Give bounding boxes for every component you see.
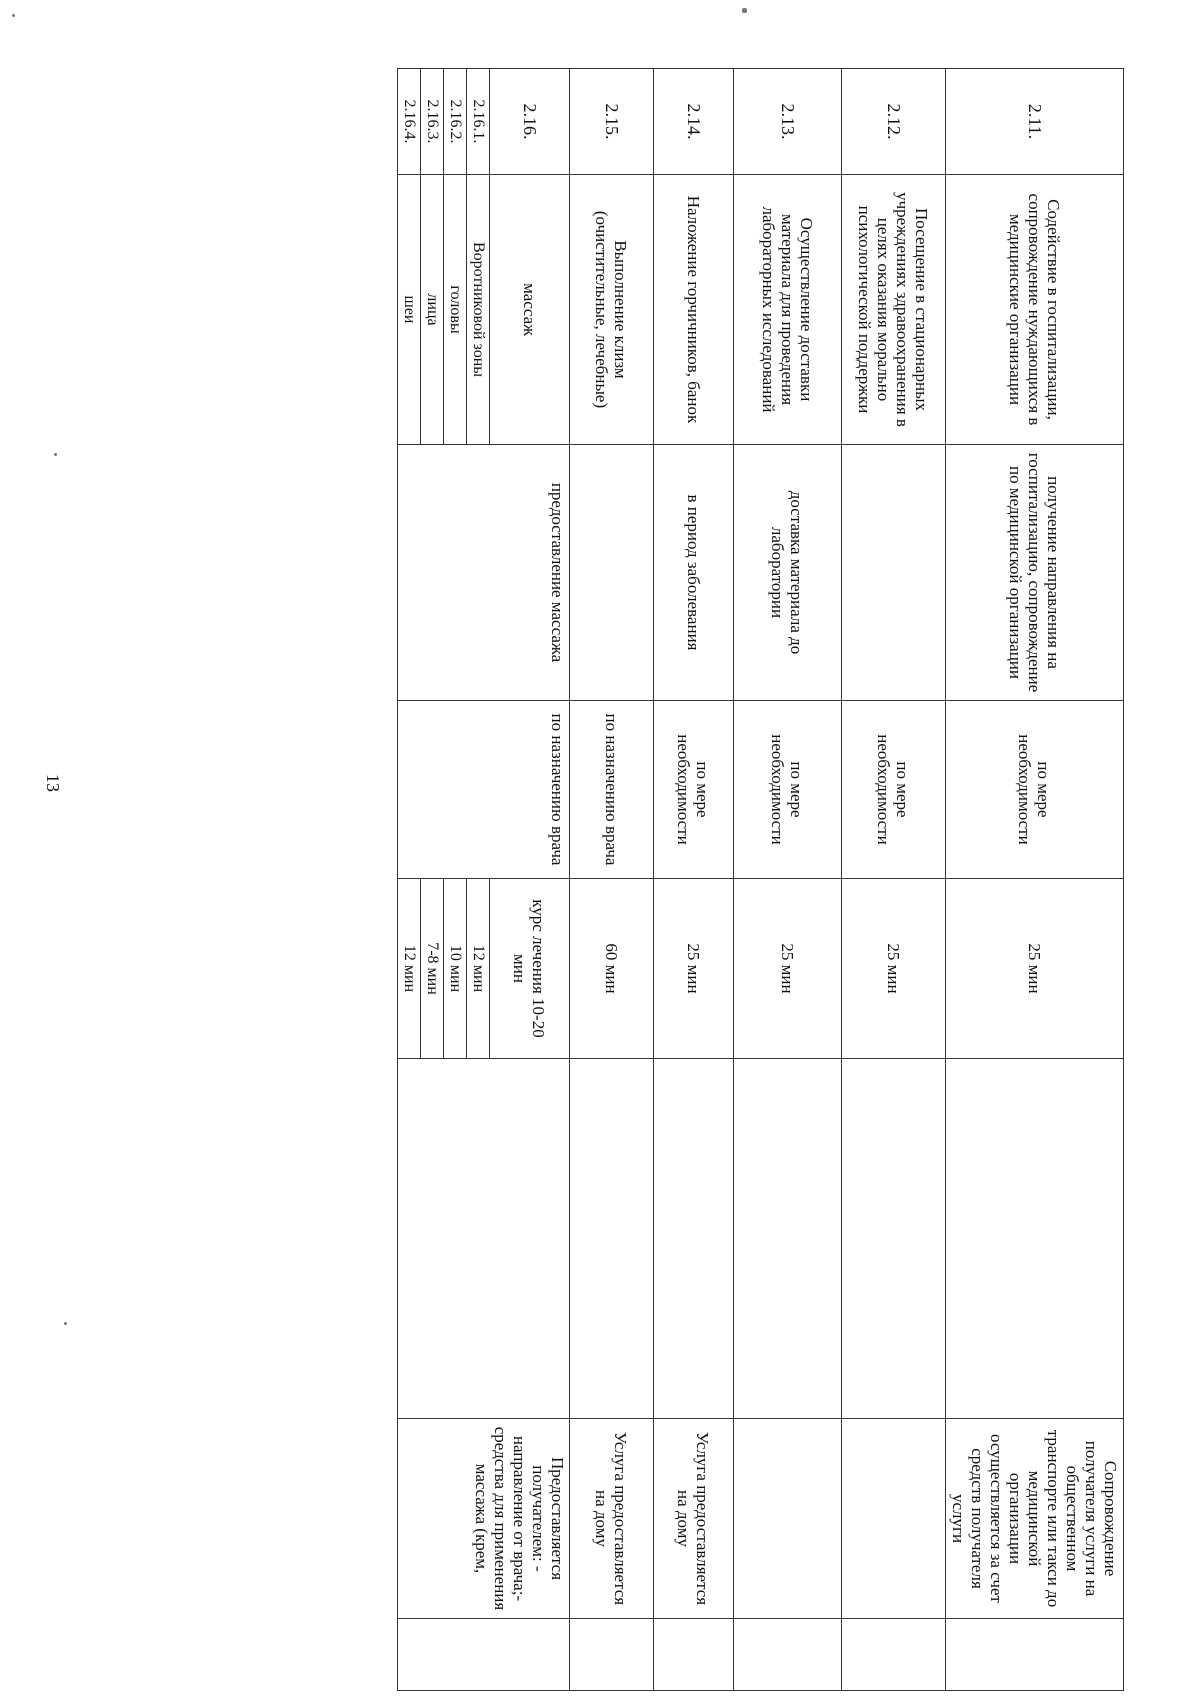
service-frequency: по мере необходимости [842,701,946,879]
service-content: доставка материала до лаборатории [734,445,842,701]
service-name: лица [421,175,444,445]
service-name: Наложение горчичников, банок [654,175,734,445]
service-content: в период заболевания [654,445,734,701]
row-number: 2.13. [734,69,842,175]
scan-speck [64,1322,67,1325]
service-frequency: по мере необходимости [946,701,1124,879]
service-time: 25 мин [654,879,734,1059]
empty-cell [570,1059,654,1419]
empty-cell [734,1619,842,1691]
service-name: Посещение в стационарных учреждениях здравоохранения в целях оказания морально психологической поддержки [842,175,946,445]
service-content: предоставление массажа [398,445,570,701]
service-frequency: по назначению врача [398,701,570,879]
empty-cell [842,1619,946,1691]
service-name: головы [444,175,467,445]
service-time: 12 мин [398,879,421,1059]
service-time: 12 мин [467,879,490,1059]
row-number: 2.16.1. [467,69,490,175]
service-note: Услуга предоставляется на дому [654,1419,734,1619]
table-row [946,69,1124,1691]
service-note: Сопровождение получателя услуги на общественном транспорте или такси до медицинской организации осуществляется за счет средств получателя услуги [946,1419,1124,1619]
empty-cell [734,1059,842,1419]
empty-cell [654,1619,734,1691]
scan-speck [54,453,57,456]
service-content: получение направления на госпитализацию, сопровождение по медицинской организации [946,445,1124,701]
row-number: 2.12. [842,69,946,175]
service-note [734,1419,842,1619]
page-number: 13 [43,774,63,792]
service-time: 7-8 мин [421,879,444,1059]
table-row [490,69,570,1691]
service-content [570,445,654,701]
table-row [842,69,946,1691]
service-frequency: по мере необходимости [654,701,734,879]
table-row [734,69,842,1691]
service-frequency: по назначению врача [570,701,654,879]
row-number: 2.16. [490,69,570,175]
empty-cell [946,1619,1124,1691]
table-row [654,69,734,1691]
scan-speck [742,8,747,13]
empty-cell [654,1059,734,1419]
service-name: Выполнение клизм (очистительные, лечебные) [570,175,654,445]
row-number: 2.16.3. [421,69,444,175]
scan-speck [12,14,15,17]
empty-cell [398,1059,570,1419]
service-note: Услуга предоставляется на дому [570,1419,654,1619]
row-number: 2.16.2. [444,69,467,175]
service-time: 25 мин [734,879,842,1059]
empty-cell [398,1619,570,1691]
service-name: Воротниковой зоны [467,175,490,445]
empty-cell [842,1059,946,1419]
service-name: Содействие в госпитализации, сопровождение нуждающихся в медицинские организации [946,175,1124,445]
service-time: 25 мин [946,879,1124,1059]
row-number: 2.16.4. [398,69,421,175]
service-time: 25 мин [842,879,946,1059]
row-number: 2.15. [570,69,654,175]
service-time: курс лечения 10-20 мин [490,879,570,1059]
service-note [842,1419,946,1619]
service-time: 60 мин [570,879,654,1059]
row-number: 2.14. [654,69,734,175]
table-row [570,69,654,1691]
service-name: шеи [398,175,421,445]
services-table [397,68,1124,1691]
empty-cell [570,1619,654,1691]
service-time: 10 мин [444,879,467,1059]
service-name: Осуществление доставки материала для проведения лабораторных исследований [734,175,842,445]
service-frequency: по мере необходимости [734,701,842,879]
row-number: 2.11. [946,69,1124,175]
service-content [842,445,946,701]
empty-cell [946,1059,1124,1419]
service-name: массаж [490,175,570,445]
service-note: Предоставляется получателем: - направление от врача;-средства для применения массажа (крем, [398,1419,570,1619]
